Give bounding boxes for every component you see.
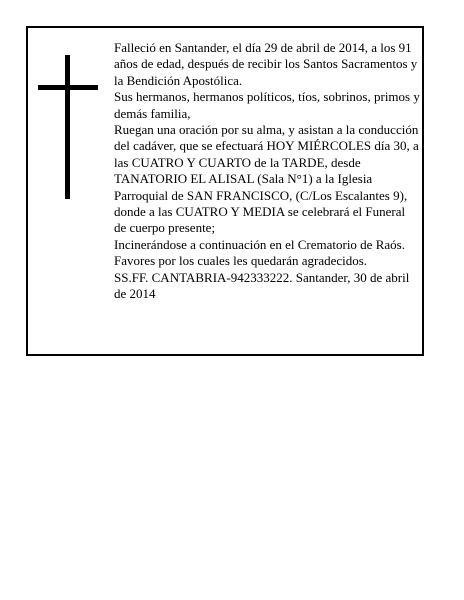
obituary-text — [114, 40, 420, 303]
family-line: Sus hermanos, hermanos políticos, tíos, sobrinos, primos y demás familia, — [114, 89, 420, 121]
funeral-home-line: SS.FF. CANTABRIA-942333222. Santander, 30 de abril de 2014 — [114, 269, 410, 302]
thanks-line: Favores por los cuales les quedarán agradecidos. — [114, 253, 368, 269]
funeral-details: Ruegan una oración por su alma, y asistan a la conducción del cadáver, que se efectuará HOY MIÉRCOLES día 30, a las CUATRO Y CUARTO de la TARDE, desde TANATORIO EL ALISAL (Sala N°1) a la Iglesia Parroquial de SAN FRANCISCO, (C/Los Escalantes 9), donde a las CUATRO Y MEDIA se celebrará el Funeral de cuerpo presente; — [114, 122, 419, 236]
latin-cross-icon — [38, 55, 98, 199]
cross-horizontal-bar — [38, 85, 98, 90]
cross-vertical-bar — [65, 55, 70, 199]
cremation-line: Incinerándose a continuación en el Crematorio de Raós. — [114, 236, 405, 252]
obituary-notice — [26, 26, 424, 356]
death-announcement: Falleció en Santander, el día 29 de abril de 2014, a los 91 años de edad, después de recibir los Santos Sacramentos y la Bendición Apostólica. — [114, 40, 418, 88]
